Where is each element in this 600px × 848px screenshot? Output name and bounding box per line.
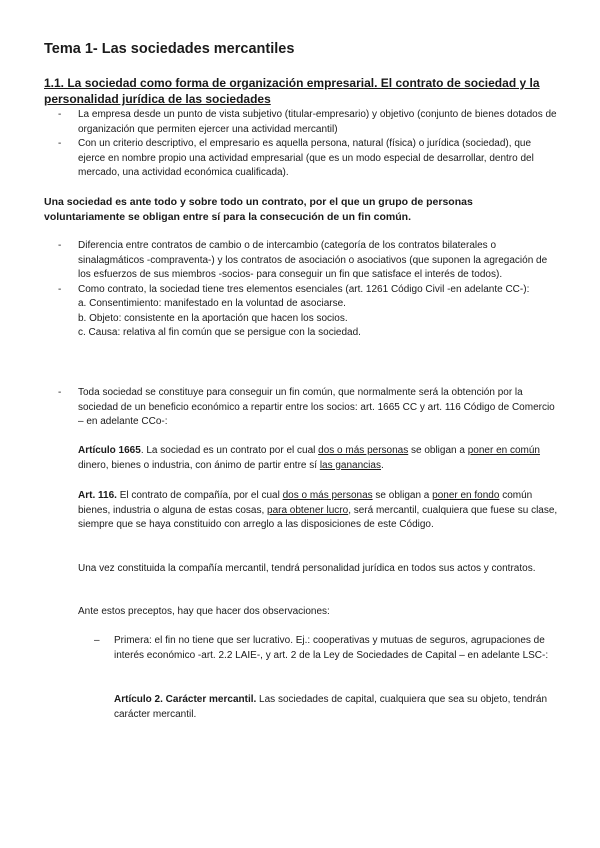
- quote-text: se obligan a: [408, 445, 468, 456]
- article-label: Art. 116.: [78, 490, 117, 501]
- contract-list: [58, 239, 558, 341]
- intro-list: [58, 108, 558, 181]
- quote-text: se obligan a: [372, 490, 433, 501]
- quote-text: , será mercantil, cualquiera que fuese su clase, siempre que se haya constituido con arreglo a las disposiciones de este Código.: [78, 504, 558, 530]
- element-cause: c. Causa: relativa al fin común que se persigue con la sociedad.: [78, 327, 361, 338]
- underlined-text: para obtener lucro: [267, 504, 349, 516]
- underlined-text: las ganancias: [319, 459, 381, 471]
- list-item: - La empresa desde un punto de vista subjetivo (titular-empresario) y objetivo (conjunto de bienes dotados de organización que permiten ejercer una actividad mercantil): [58, 108, 558, 137]
- underlined-text: poner en común: [467, 445, 540, 456]
- underlined-text: dos o más personas: [318, 445, 409, 456]
- quote-text: . La sociedad es un contrato por el cual: [140, 445, 319, 456]
- quote-text: dinero, bienes o industria, con ánimo de partir entre sí: [78, 459, 320, 471]
- quote-text: El contrato de compañía, por el cual: [116, 490, 283, 501]
- underlined-text: dos o más personas: [282, 490, 373, 501]
- article-label: Artículo 2. Carácter mercantil.: [114, 694, 257, 705]
- document-title: Tema 1- Las sociedades mercantiles: [44, 41, 295, 57]
- quote-text: común bienes, industria o alguna de estas cosas,: [78, 490, 533, 516]
- list-item-text: - Como contrato, la sociedad tiene tres elementos esenciales (art. 1261 Código Civil -en adelante CC-):: [78, 283, 530, 295]
- bold-statement: Una sociedad es ante todo y sobre todo un contrato, por el que un grupo de personas voluntariamente se obligan entre sí para la consecución de un fin común.: [44, 196, 473, 223]
- list-item: – Primera: el fin no tiene que ser lucrativo. Ej.: cooperativas y mutuas de seguros, agrupaciones de interés económico -art. 2.2 LAIE-, y art. 2 de la Ley de Sociedades de Capital – en adelante LSC-:: [94, 634, 564, 663]
- quote-text: Las sociedades de capital, cualquiera que sea su objeto, tendrán carácter mercantil.: [114, 694, 548, 720]
- article-label: Artículo 1665: [78, 445, 141, 456]
- list-item: - Toda sociedad se constituye para conseguir un fin común, que normalmente será la obtención por la sociedad de un beneficio económico a repartir entre los socios: art. 1665 CC y art. 116 Código de Comercio – en adelante CCo-:: [58, 386, 558, 430]
- underlined-text: poner en fondo: [432, 490, 500, 501]
- quote-text: .: [380, 459, 384, 471]
- list-item: [58, 283, 558, 341]
- paragraph-observations: Ante estos preceptos, hay que hacer dos observaciones:: [78, 606, 330, 617]
- paragraph-personality: Una vez constituida la compañía mercantil, tendrá personalidad jurídica en todos sus actos y contratos.: [78, 563, 536, 574]
- observations-list: [94, 634, 564, 663]
- element-object: b. Objeto: consistente en la aportación que hacen los socios.: [78, 312, 348, 324]
- list-item: - Con un criterio descriptivo, el empresario es aquella persona, natural (física) o jurídica (sociedad), que ejerce en nombre propio una actividad empresarial (que es un modo especial de desarrollar, dentro del mercado, una actividad económica cualificada).: [58, 137, 558, 181]
- article-116-quote: [78, 489, 560, 533]
- element-consent: a. Consentimiento: manifestado en la voluntad de asociarse.: [78, 298, 346, 309]
- common-end-list: [58, 386, 558, 430]
- article-2-quote: [114, 693, 560, 722]
- section-heading: 1.1. La sociedad como forma de organización empresarial. El contrato de sociedad y la personalidad jurídica de las sociedades: [44, 76, 540, 106]
- article-1665-quote: [78, 444, 560, 473]
- list-item: - Diferencia entre contratos de cambio o de intercambio (categoría de los contratos bilaterales o sinalagmáticos -compraventa-) y los contratos de asociación o asociativos (que suponen la agregación de los esfuerzos de sus miembros -socios- para conseguir un fin que satisface el interés de todos).: [58, 239, 558, 283]
